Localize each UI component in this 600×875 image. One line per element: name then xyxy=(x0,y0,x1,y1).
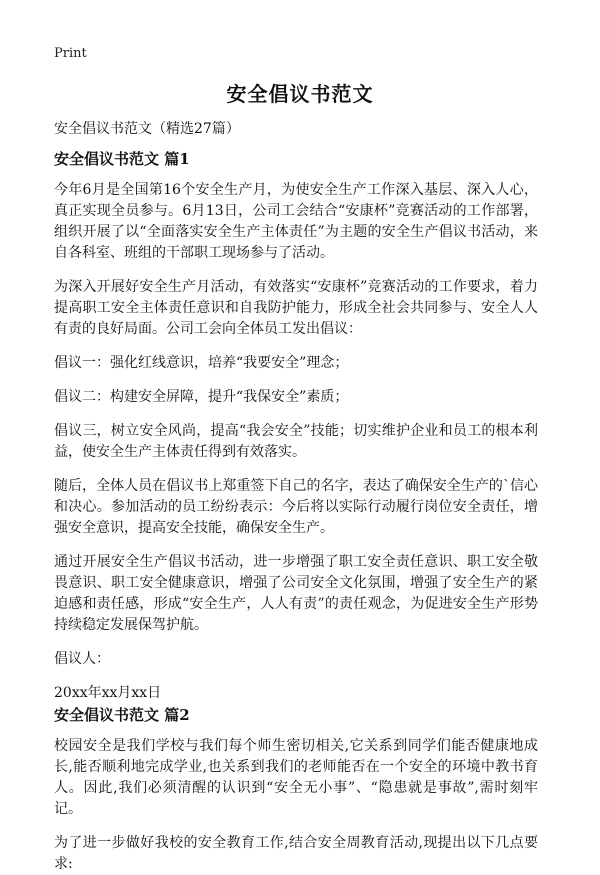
paragraph: 为了进一步做好我校的安全教育工作,结合安全周教育活动,现提出以下几点要求: xyxy=(54,835,538,872)
document-subtitle: 安全倡议书范文（精选27篇） xyxy=(54,121,240,137)
paragraph: 通过开展安全生产倡议书活动，进一步增强了职工安全责任意识、职工安全敬畏意识、职工安全健康意识，增强了公司安全文化氛围，增强了安全生产的紧迫感和责任感，形成“安全生产，人人有责”的责任观念，为促进安全生产形势持续稳定发展保驾护航。 xyxy=(54,554,538,633)
paragraph: 校园安全是我们学校与我们每个师生密切相关,它关系到同学们能否健康地成长,能否顺利地完成学业,也关系到我们的老师能否在一个安全的环境中教书育人。因此,我们必须清醒的认识到“安全无小事”、“隐患就是事故”,需时刻牢记。 xyxy=(54,738,538,817)
document-content xyxy=(54,148,538,875)
paragraph: 倡议一：强化红线意识，培养“我要安全”理念； xyxy=(54,355,349,371)
paragraph: 倡议三，树立安全风尚，提高“我会安全”技能；切实维护企业和员工的根本利益，使安全生产主体责任得到有效落实。 xyxy=(54,423,538,460)
document-title: 安全倡议书范文 xyxy=(226,82,374,106)
section-2 xyxy=(54,704,538,875)
paragraph: 倡议二：构建安全屏障，提升“我保安全”素质； xyxy=(54,389,349,405)
paragraph: 随后，全体人员在倡议书上郑重签下自己的名字，表达了确保安全生产的`信心和决心。参加活动的员工纷纷表示：今后将以实际行动履行岗位安全责任，增强安全意识，提高安全技能，确保安全生产。 xyxy=(54,478,538,536)
section-heading: 安全倡议书范文 篇1 xyxy=(54,150,190,168)
signature-date: 20xx年xx月xx日 xyxy=(54,685,162,701)
paragraph: 为深入开展好安全生产月活动，有效落实“安康杯”竞赛活动的工作要求，着力提高职工安全主体责任意识和自我防护能力，形成全社会共同参与、安全人人有责的良好局面。公司工会向全体员工发出倡议： xyxy=(54,279,538,337)
section-1 xyxy=(54,148,538,704)
section-heading: 安全倡议书范文 篇2 xyxy=(54,706,190,724)
paragraph: 今年6月是全国第16个安全生产月，为使安全生产工作深入基层、深入人心，真正实现全员参与。6月13日，公司工会结合“安康杯”竞赛活动的工作部署，组织开展了以“全面落实安全生产主体责任”为主题的安全生产倡议书活动，来自各科室、班组的干部职工现场参与了活动。 xyxy=(54,182,538,261)
print-link[interactable]: Print xyxy=(54,46,87,61)
signature-label: 倡议人： xyxy=(54,651,110,667)
